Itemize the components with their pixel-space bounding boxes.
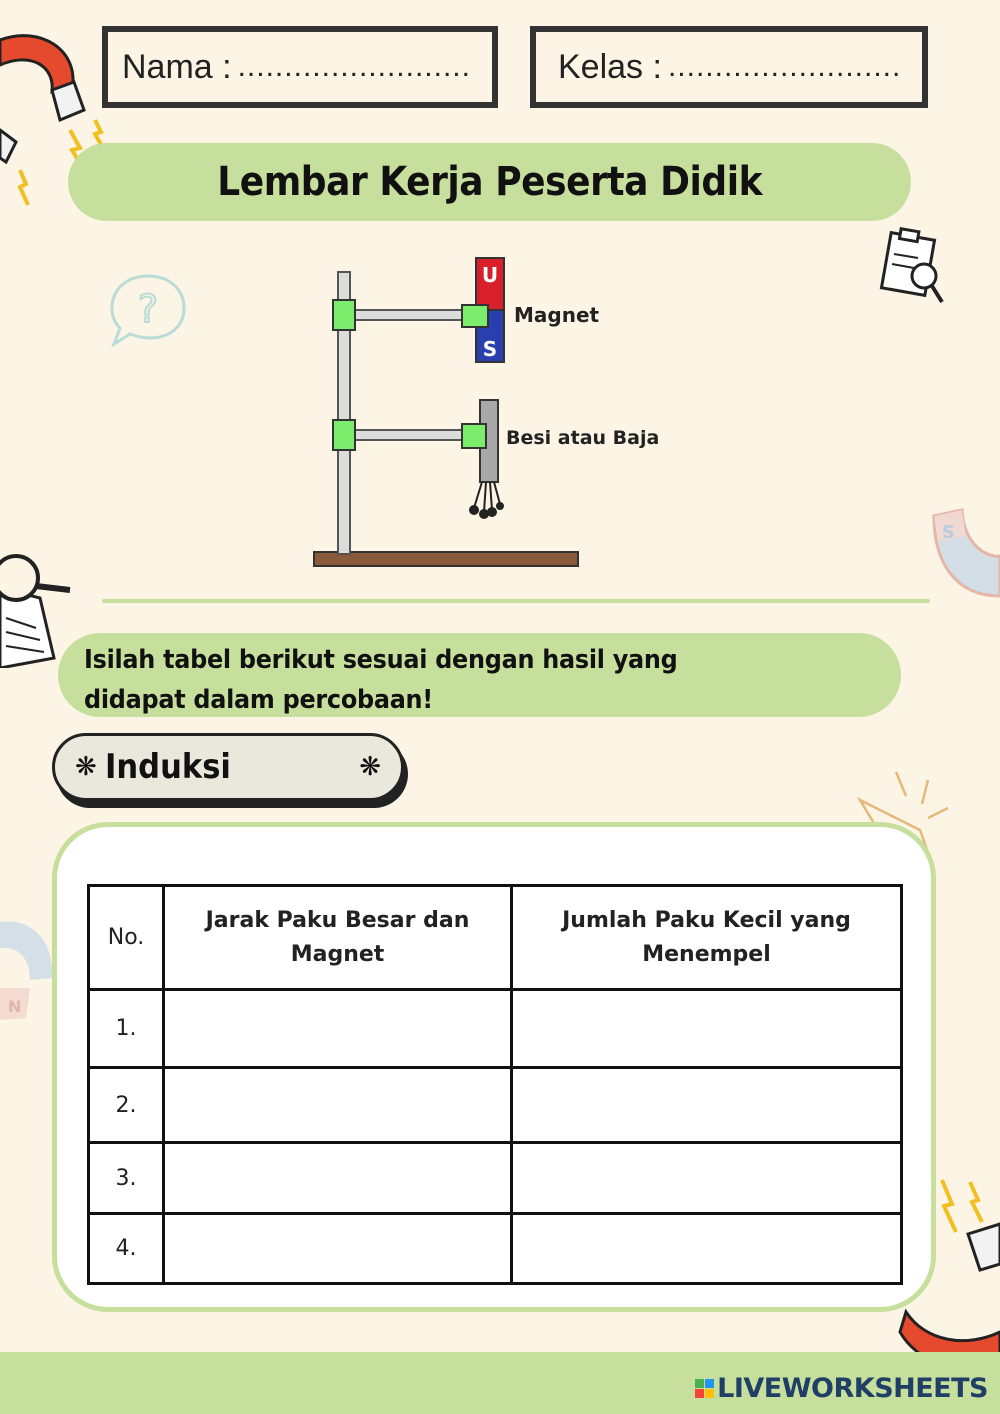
distance-cell[interactable] — [164, 1214, 512, 1284]
divider — [102, 599, 930, 603]
count-cell[interactable] — [512, 1143, 902, 1214]
iron-label: Besi atau Baja — [506, 427, 660, 449]
class-input[interactable] — [668, 50, 898, 84]
count-cell[interactable] — [512, 1214, 902, 1284]
row-number: 1. — [89, 990, 164, 1068]
name-box — [102, 26, 498, 108]
iron-clamp — [462, 424, 486, 448]
count-input-2[interactable] — [514, 1069, 903, 1141]
upper-arm — [350, 310, 468, 320]
class-label: Kelas : — [558, 47, 662, 86]
svg-text:S: S — [942, 522, 955, 543]
header-nail-count: Jumlah Paku Kecil yang Menempel — [512, 886, 902, 990]
row-number: 2. — [89, 1068, 164, 1143]
table-row — [89, 990, 902, 1068]
stand-base — [314, 552, 578, 566]
section-title: Induksi — [104, 747, 231, 787]
liveworksheets-logo[interactable] — [695, 1373, 988, 1404]
distance-cell[interactable] — [164, 1068, 512, 1143]
instruction-text: Isilah tabel berikut sesuai dengan hasil yang didapat dalam percobaan! — [84, 645, 678, 715]
page-title: Lembar Kerja Peserta Didik — [217, 159, 762, 205]
class-box — [530, 26, 928, 108]
count-cell[interactable] — [512, 990, 902, 1068]
lower-arm — [350, 430, 468, 440]
distance-input-3[interactable] — [166, 1144, 513, 1212]
table-row — [89, 1143, 902, 1214]
distance-input-2[interactable] — [166, 1069, 513, 1141]
south-pole-label: S — [482, 337, 498, 361]
star-icon-left: ❋ — [75, 752, 97, 782]
small-nails — [470, 482, 503, 518]
upper-clamp — [333, 300, 355, 330]
table-header-row — [89, 886, 902, 990]
clipboard-search-icon — [878, 226, 950, 310]
faded-magnet-icon — [928, 496, 1000, 606]
svg-text:N: N — [8, 997, 22, 1016]
svg-text:?: ? — [137, 287, 159, 331]
magnet-clamp — [462, 305, 488, 327]
table-row — [89, 1214, 902, 1284]
distance-input-1[interactable] — [166, 991, 513, 1066]
distance-input-4[interactable] — [166, 1215, 513, 1282]
distance-cell[interactable] — [164, 1143, 512, 1214]
header-distance: Jarak Paku Besar dan Magnet — [164, 886, 512, 990]
north-pole-label: U — [481, 263, 499, 287]
name-label: Nama : — [122, 47, 232, 86]
magnet-label: Magnet — [514, 303, 600, 327]
count-input-4[interactable] — [514, 1215, 903, 1282]
title-banner — [68, 143, 911, 221]
logo-grid-icon — [695, 1379, 714, 1398]
count-input-1[interactable] — [514, 991, 903, 1066]
experiment-diagram — [300, 250, 700, 580]
results-table — [87, 884, 903, 1285]
star-icon-right: ❋ — [359, 752, 381, 782]
section-label — [52, 733, 404, 801]
lower-clamp — [333, 420, 355, 450]
name-input[interactable] — [238, 50, 468, 84]
row-number: 4. — [89, 1214, 164, 1284]
row-number: 3. — [89, 1143, 164, 1214]
distance-cell[interactable] — [164, 990, 512, 1068]
table-row — [89, 1068, 902, 1143]
count-cell[interactable] — [512, 1068, 902, 1143]
header-no: No. — [89, 886, 164, 990]
question-bubble-icon — [108, 272, 188, 348]
faded-magnet-left-icon — [0, 908, 60, 1038]
count-input-3[interactable] — [514, 1144, 903, 1212]
instruction-banner — [58, 633, 901, 717]
logo-text: LIVEWORKSHEETS — [717, 1373, 988, 1404]
